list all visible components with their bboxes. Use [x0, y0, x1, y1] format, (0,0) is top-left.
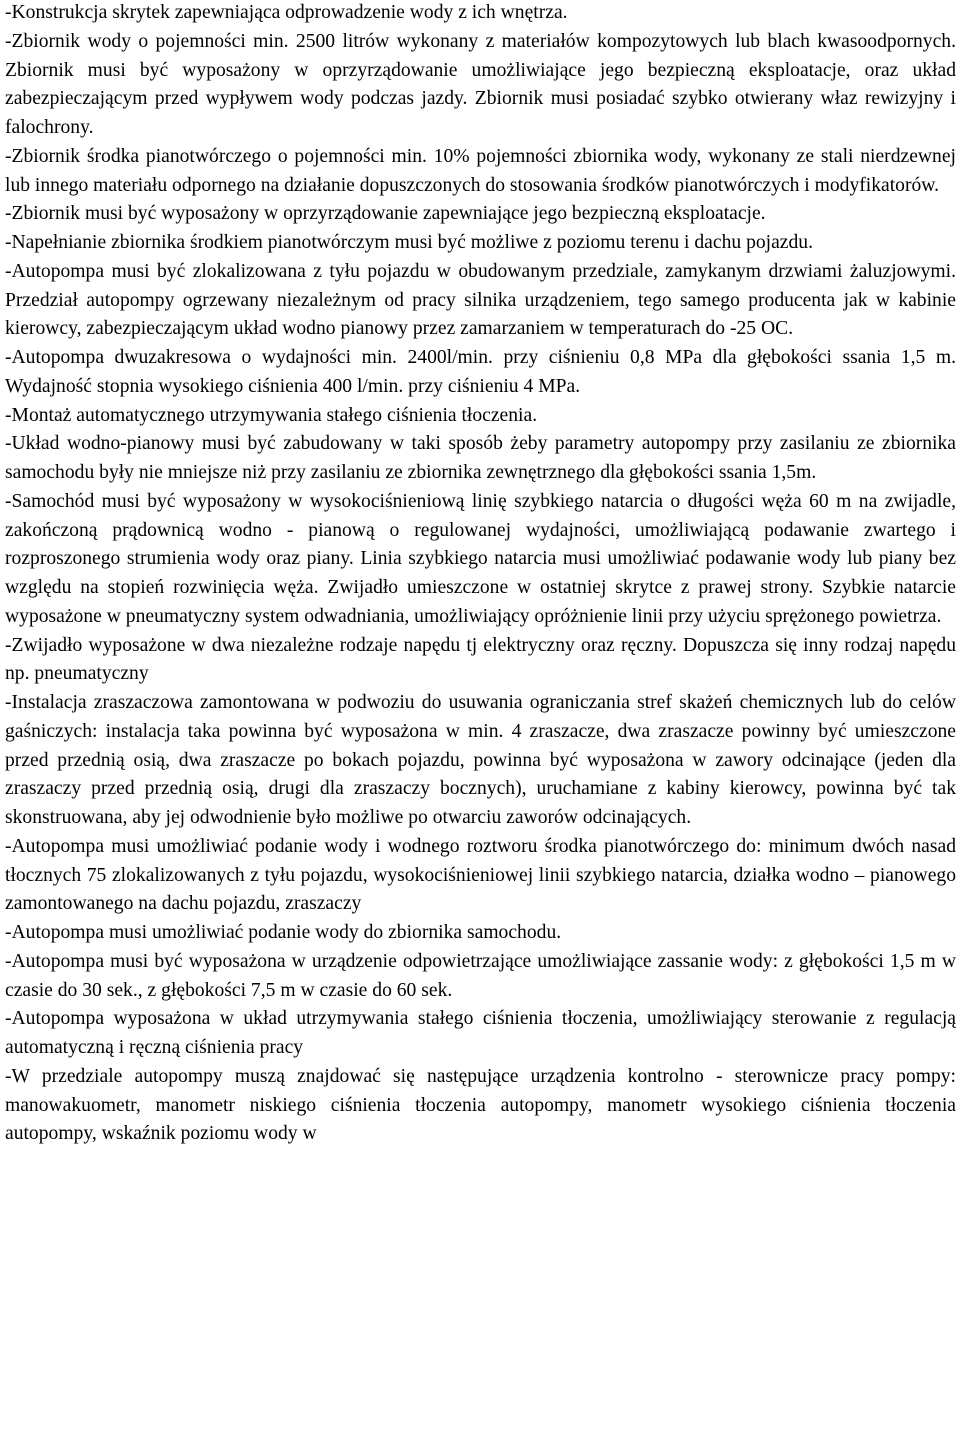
paragraph-pump-outlets: -Autopompa musi umożliwiać podanie wody i wodnego roztworu środka pianotwórczego do: minimum dwóch nasad tłocznych 75 zlokalizowanych z tyłu pojazdu, wysokociśnieniowej linii szybkiego natarcia, działka wodno – pianowego zamontowanego na dachu pojazdu, zraszaczy [5, 835, 956, 915]
paragraph-water-tank: -Zbiornik wody o pojemności min. 2500 litrów wykonany z materiałów kompozytowych lub blach kwasoodpornych. Zbiornik musi być wyposażony w oprzyrządowanie umożliwiające jego bezpieczną eksploatacje, oraz układ zabezpieczającym przed wypływem wody podczas jazdy. Zbiornik musi posiadać szybko otwierany właz rewizyjny i falochrony. [5, 30, 956, 138]
paragraph-storage-drainage: -Konstrukcja skrytek zapewniająca odprowadzenie wody z ich wnętrza. [5, 2, 568, 23]
paragraph-foam-filling: -Napełnianie zbiornika środkiem pianotwórczym musi być możliwe z poziomu terenu i dachu pojazdu. [5, 232, 813, 253]
paragraph-foam-tank-equipment: -Zbiornik musi być wyposażony w oprzyrządowanie zapewniające jego bezpieczną eksploatacje. [5, 203, 766, 225]
paragraph-pressure-regulation: -Autopompa wyposażona w układ utrzymywania stałego ciśnienia tłoczenia, umożliwiający sterowanie z regulacją automatyczną i ręczną ciśnienia pracy [5, 1008, 956, 1058]
paragraph-pressure-control: -Montaż automatycznego utrzymywania stałego ciśnienia tłoczenia. [5, 404, 538, 426]
paragraph-priming: -Autopompa musi być wyposażona w urządzenie odpowietrzające umożliwiające zassanie wody: z głębokości 1,5 m w czasie do 30 sek., z głębokości 7,5 m w czasie do 60 sek. [5, 950, 956, 1001]
paragraph-foam-tank: -Zbiornik środka pianotwórczego o pojemności min. 10% pojemności zbiornika wody, wykonany ze stali nierdzewnej lub innego materiału odpornego na działanie dopuszczonych do stosowania środków pianotwórczych i modyfikatorów. [5, 145, 956, 196]
paragraph-attack-line: -Samochód musi być wyposażony w wysokociśnieniową linię szybkiego natarcia o długości węża 60 m na zwijadle, zakończoną prądownicą wodno - pianową o regulowanej wydajności, umożliwiającą podawanie zwartego i rozproszonego strumienia wody oraz piany. Linia szybkiego natarcia musi umożliwiać podawanie wody lub piany bez względu na stopień rozwinięcia węża. Zwijadło umieszczone w ostatniej skrytce z prawej strony. Szybkie natarcie wyposażone w pneumatyczny system odwadniania, umożliwiający opróżnienie linii przy użyciu sprężonego powietrza. [5, 490, 956, 627]
paragraph-pump-capacity: -Autopompa dwuzakresowa o wydajności min. 2400l/min. przy ciśnieniu 0,8 MPa dla głębokości ssania 1,5 m. Wydajność stopnia wysokiego ciśnienia 400 l/min. przy ciśnieniu 4 MPa. [5, 347, 956, 397]
document-body [5, 0, 956, 1149]
paragraph-reel-drive: -Zwijadło wyposażone w dwa niezależne rodzaje napędu tj elektryczny oraz ręczny. Dopuszcza się inny rodzaj napędu np. pneumatyczny [5, 634, 956, 685]
paragraph-control-instruments: -W przedziale autopompy muszą znajdować się następujące urządzenia kontrolno - sterownicze pracy pompy: manowakuometr, manometr niskiego ciśnienia tłoczenia autopompy, manometr wysokiego ciśnienia tłoczenia autopompy, wskaźnik poziomu wody w [5, 1065, 956, 1145]
paragraph-pump-location: -Autopompa musi być zlokalizowana z tyłu pojazdu w obudowanym przedziale, zamykanym drzwiami żaluzjowymi. Przedział autopompy ogrzewany niezależnym od pracy silnika urządzeniem, tego samego producenta jak w kabinie kierowcy, zabezpieczającym układ wodno pianowy przez zamarzaniem w temperaturach do -25 OC. [5, 260, 956, 340]
paragraph-sprinkler-system: -Instalacja zraszaczowa zamontowana w podwoziu do usuwania ograniczania stref skażeń chemicznych lub do celów gaśniczych: instalacja taka powinna być wyposażona w min. 4 zraszacze, dwa zraszacze powinny być umieszczone przed przednią osią, dwa zraszacze po bokach pojazdu, powinna być wyposażona w zawory odcinające (jeden dla zraszaczy przed przednią osią, drugi dla zraszaczy bocznych), uruchamiane z kabiny kierowcy, powinna być tak skonstruowana, aby jej odwodnienie było możliwe po otwarciu zaworów odcinających. [5, 692, 956, 828]
paragraph-tank-filling: -Autopompa musi umożliwiać podanie wody do zbiornika samochodu. [5, 922, 562, 943]
paragraph-foam-system: -Układ wodno-pianowy musi być zabudowany w taki sposób żeby parametry autopompy przy zasilaniu ze zbiornika samochodu były nie mniejsze niż przy zasilaniu ze zbiornika zewnętrznego dla głębokości ssania 1,5m. [5, 433, 956, 483]
